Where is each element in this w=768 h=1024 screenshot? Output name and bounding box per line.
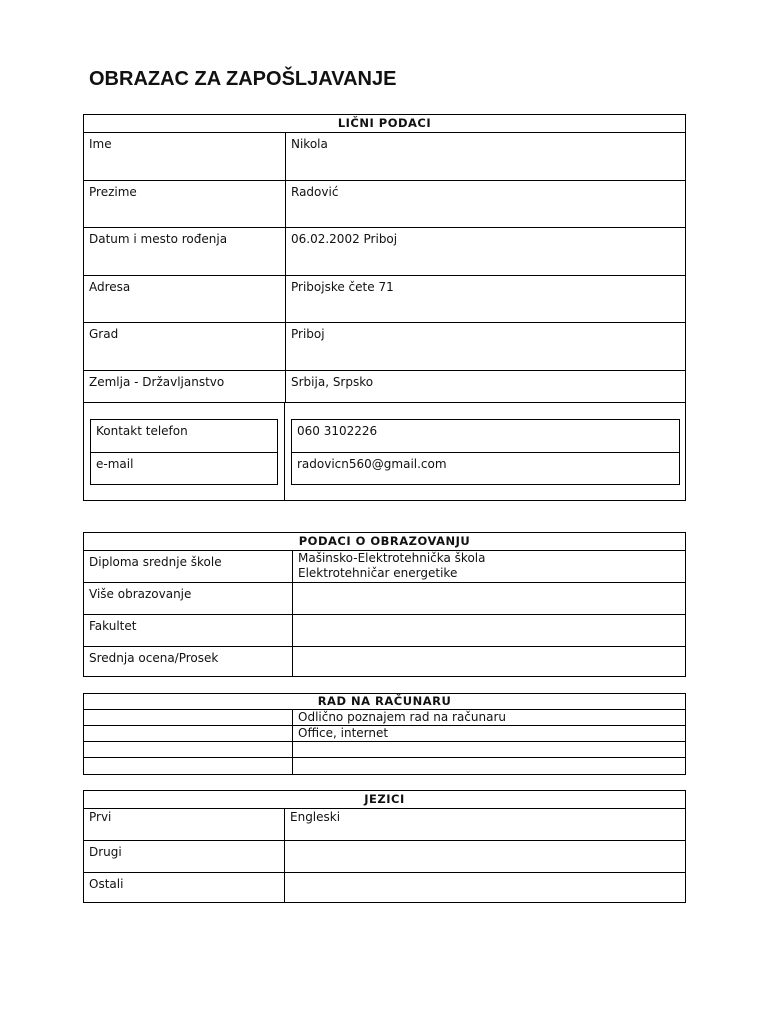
- last-name-label: Prezime: [84, 181, 286, 227]
- personal-data-header: LIČNI PODACI: [84, 115, 685, 133]
- high-school-value[interactable]: [293, 551, 685, 582]
- email-label: e-mail: [91, 452, 277, 484]
- email-value[interactable]: radovicn560@gmail.com: [292, 452, 679, 484]
- table-row: [84, 809, 685, 841]
- table-row: [84, 276, 685, 323]
- table-row: [84, 551, 685, 583]
- computer-skill-value[interactable]: [293, 742, 685, 757]
- table-row: [84, 742, 685, 758]
- city-value[interactable]: Priboj: [291, 327, 325, 341]
- country-citizenship-label: Zemlja - Državljanstvo: [84, 371, 286, 402]
- first-language-label: Prvi: [84, 809, 285, 840]
- high-school-label: Diploma srednje škole: [84, 551, 293, 582]
- contact-labels-box: [90, 419, 278, 485]
- last-name-value[interactable]: Radović: [291, 185, 339, 199]
- address-label: Adresa: [84, 276, 286, 322]
- computer-skill-label: [84, 710, 293, 725]
- first-language-value[interactable]: Engleski: [290, 810, 341, 824]
- computer-skills-table: [83, 693, 686, 775]
- table-row: [84, 710, 685, 726]
- table-row: [84, 758, 685, 774]
- faculty-label: Fakultet: [84, 615, 293, 646]
- table-row: [84, 583, 685, 615]
- phone-value[interactable]: 060 3102226: [297, 424, 378, 438]
- computer-skill-label: [84, 742, 293, 757]
- average-grade-label: Srednja ocena/Prosek: [84, 647, 293, 677]
- average-grade-value[interactable]: [293, 647, 685, 677]
- education-table: [83, 532, 686, 677]
- education-header: PODACI O OBRAZOVANJU: [84, 533, 685, 551]
- computer-skill-value[interactable]: [293, 758, 685, 774]
- table-row: [84, 647, 685, 677]
- city-label: Grad: [84, 323, 286, 370]
- table-row: [84, 873, 685, 903]
- address-value[interactable]: Pribojske čete 71: [291, 280, 394, 294]
- higher-education-label: Više obrazovanje: [84, 583, 293, 614]
- birth-date-place-value[interactable]: 06.02.2002 Priboj: [291, 232, 398, 246]
- phone-label: Kontakt telefon: [96, 424, 188, 438]
- table-row: [84, 181, 685, 228]
- table-row: [84, 133, 685, 181]
- contact-labels-cell: [84, 403, 285, 501]
- country-citizenship-value[interactable]: Srbija, Srpsko: [291, 375, 374, 389]
- computer-skill-label: [84, 726, 293, 741]
- second-language-value[interactable]: [285, 841, 685, 872]
- table-row: [84, 371, 685, 403]
- languages-table: [83, 790, 686, 903]
- computer-skill-label: [84, 758, 293, 774]
- languages-header: JEZICI: [84, 791, 685, 809]
- high-school-profession: Elektrotehničar energetike: [298, 566, 458, 580]
- personal-data-table: [83, 114, 686, 501]
- table-row: [84, 726, 685, 742]
- table-row: [84, 615, 685, 647]
- table-row: [84, 841, 685, 873]
- contact-values-cell: [285, 403, 686, 501]
- first-name-label: Ime: [84, 133, 286, 180]
- computer-skill-value[interactable]: Office, internet: [298, 726, 389, 740]
- computer-skill-value[interactable]: Odlično poznajem rad na računaru: [298, 710, 507, 724]
- other-languages-label: Ostali: [84, 873, 285, 903]
- computer-skills-header: RAD NA RAČUNARU: [84, 694, 685, 710]
- faculty-value[interactable]: [293, 615, 685, 646]
- table-row: [84, 228, 685, 276]
- contact-values-box: [291, 419, 680, 485]
- high-school-name: Mašinsko-Elektrotehnička škola: [298, 551, 486, 565]
- table-row: [84, 323, 685, 371]
- higher-education-value[interactable]: [293, 583, 685, 614]
- contact-row: [84, 403, 685, 501]
- other-languages-value[interactable]: [285, 873, 685, 903]
- birth-date-place-label: Datum i mesto rođenja: [84, 228, 286, 275]
- page-title: OBRAZAC ZA ZAPOŠLJAVANJE: [89, 68, 397, 90]
- second-language-label: Drugi: [84, 841, 285, 872]
- first-name-value[interactable]: Nikola: [291, 137, 328, 151]
